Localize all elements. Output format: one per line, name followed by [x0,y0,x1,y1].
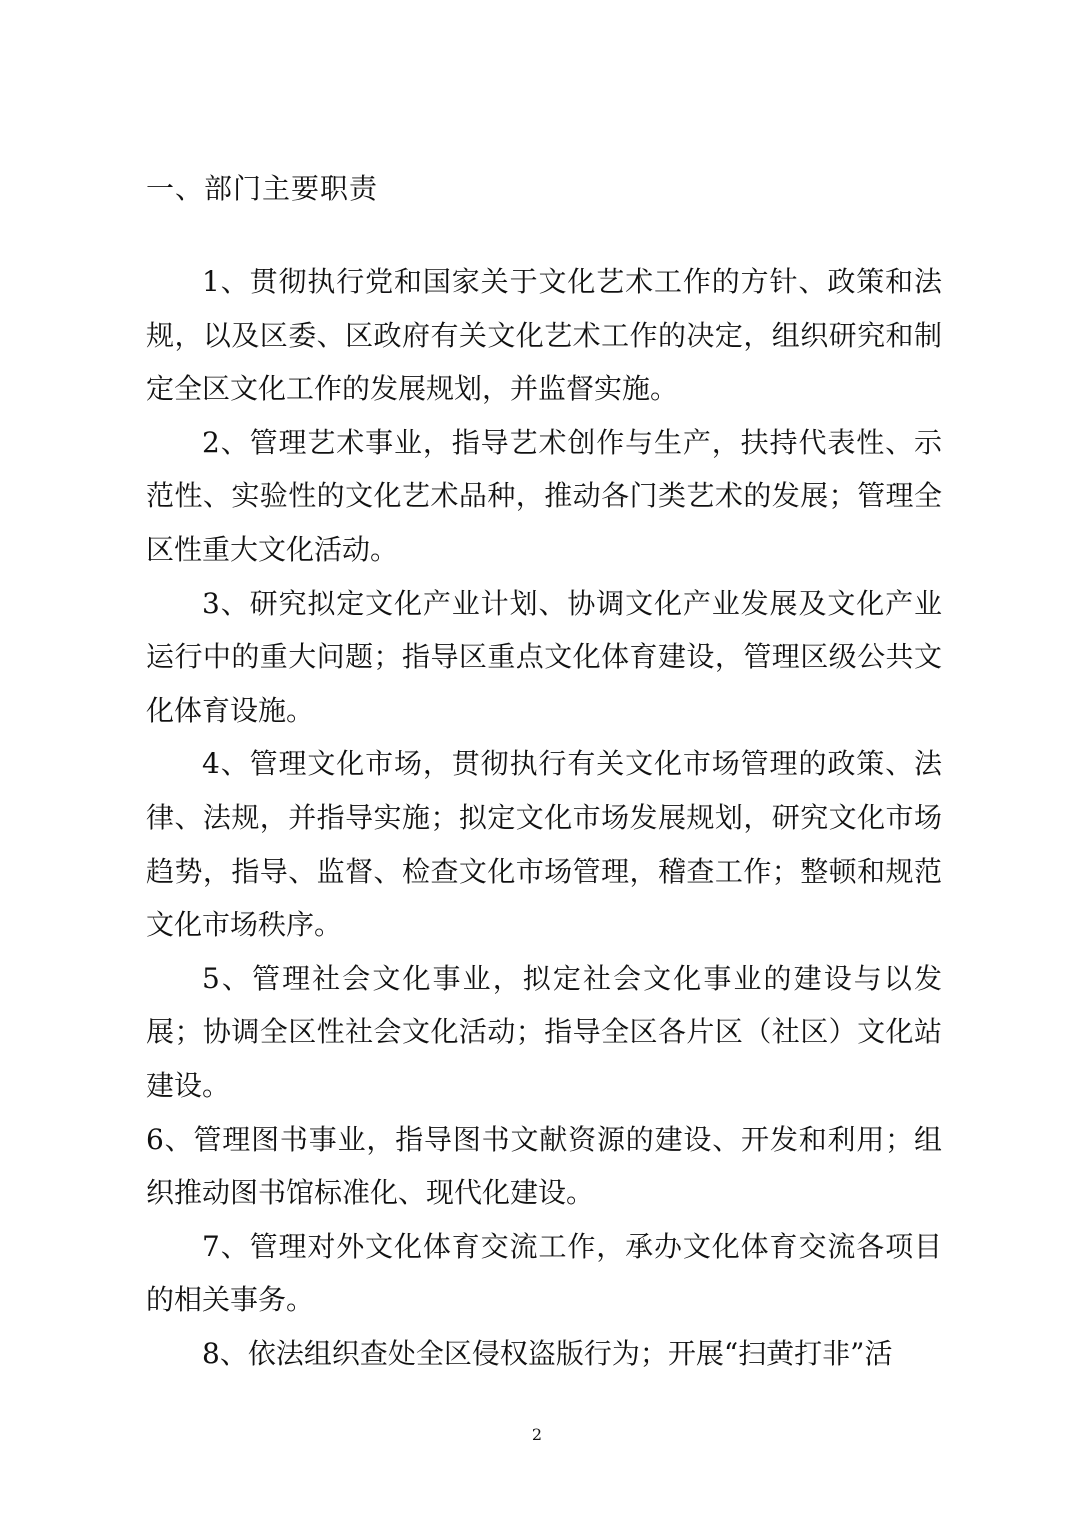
duty-paragraph-2: 2、管理艺术事业，指导艺术创作与生产，扶持代表性、示范性、实验性的文化艺术品种，推动各门类艺术的发展；管理全区性重大文化活动。 [146,425,942,566]
duty-paragraph-3: 3、研究拟定文化产业计划、协调文化产业发展及文化产业运行中的重大问题；指导区重点文化体育建设，管理区级公共文化体育设施。 [146,586,942,727]
duty-paragraph-5: 5、管理社会文化事业，拟定社会文化事业的建设与以发展；协调全区性社会文化活动；指导全区各片区（社区）文化站建设。 [146,961,942,1102]
duty-paragraph-4: 4、管理文化市场，贯彻执行有关文化市场管理的政策、法律、法规，并指导实施；拟定文化市场发展规划，研究文化市场趋势，指导、监督、检查文化市场管理，稽查工作；整顿和规范文化市场秩序。 [146,747,942,942]
duties-body [146,255,942,1380]
duty-paragraph-6: 6、管理图书事业，指导图书文献资源的建设、开发和利用；组织推动图书馆标准化、现代化建设。 [146,1122,942,1210]
duty-paragraph-8: 8、依法组织查处全区侵权盗版行为；开展“扫黄打非”活 [202,1336,893,1370]
duty-paragraph-1: 1、贯彻执行党和国家关于文化艺术工作的方针、政策和法规，以及区委、区政府有关文化艺术工作的决定，组织研究和制定全区文化工作的发展规划，并监督实施。 [146,265,942,406]
duty-paragraph-7: 7、管理对外文化体育交流工作，承办文化体育交流各项目的相关事务。 [146,1229,942,1317]
section-heading: 一、部门主要职责 [146,172,379,205]
page-number: 2 [531,1425,543,1444]
